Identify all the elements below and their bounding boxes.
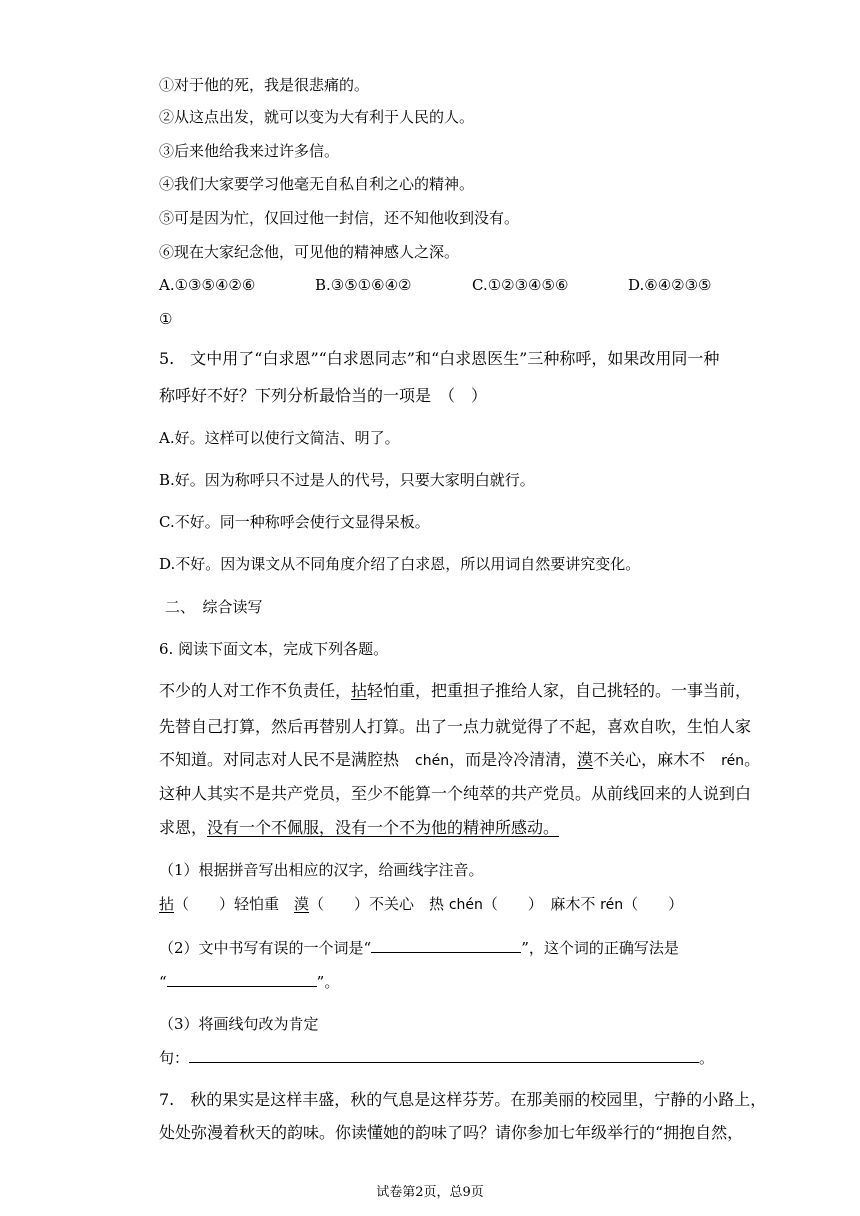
passage-line: [159, 680, 751, 702]
page-footer: 试卷第2页，总9页: [376, 1185, 484, 1200]
sub-question-2: [159, 936, 679, 958]
sub-text: 句：: [159, 1049, 190, 1067]
question-7-stem-cont: 处处弥漫着秋天的韵味。你读懂她的韵味了吗？请你参加七年级举行的“拥抱自然，: [159, 1123, 744, 1142]
fill-text: （ ）不关心 热: [309, 895, 449, 913]
option-d: D.不好。因为课文从不同角度介绍了白求恩，所以用词自然要讲究变化。: [159, 555, 641, 573]
question-6-stem: 6. 阅读下面文本，完成下列各题。: [159, 640, 389, 658]
sentence-item: ③后来他给我来过许多信。: [159, 142, 340, 160]
option-d-continued: ①: [159, 310, 173, 328]
underlined-char: 漠: [577, 750, 594, 769]
sentence-item: ①对于他的死，我是很悲痛的。: [159, 76, 370, 94]
underlined-char: 漠: [294, 895, 310, 913]
pinyin: chén: [448, 897, 483, 913]
answer-blank[interactable]: [167, 970, 317, 987]
passage-line: 这种人其实不是共产党员，至少不能算一个纯萃的共产党员。从前线回来的人说到白: [159, 784, 752, 803]
question-5-stem-cont: 称呼好不好？下列分析最恰当的一项是 （ ）: [159, 386, 488, 405]
option-b: B.好。因为称呼只不过是人的代号，只要大家明白就行。: [159, 471, 535, 489]
option-d: D.⑥④②③⑤: [628, 276, 712, 294]
option-a: A.①③⑤④②⑥: [159, 276, 256, 294]
sub-question-1: （1）根据拼音写出相应的汉字，给画线字注音。: [159, 861, 484, 879]
sentence-item: ⑤可是因为忙，仅回过他一封信，还不知他收到没有。: [159, 209, 520, 227]
sentence-item: ④我们大家要学习他毫无自私自利之心的精神。: [159, 175, 475, 193]
passage-text: ，而是冷冷清清，: [449, 750, 578, 769]
fill-text: （ ） 麻木不: [482, 895, 601, 913]
passage-line: 先替自己打算，然后再替别人打算。出了一点力就觉得了不起，喜欢自吹，生怕人家: [159, 717, 752, 736]
pinyin: chén: [415, 753, 450, 769]
answer-blank[interactable]: [371, 936, 521, 953]
question-5-stem: 5. 文中用了“白求恩”“白求恩同志”和“白求恩医生”三种称呼，如果改用同一种: [159, 349, 720, 368]
passage-line: [159, 749, 760, 772]
pinyin: rén: [721, 753, 745, 769]
sub-text: 。: [699, 1049, 715, 1067]
passage-text: 轻怕重，把重担子推给人家，自己挑轻的。一事当前，: [367, 681, 752, 700]
pinyin: rén: [600, 897, 624, 913]
option-c: C.不好。同一种称呼会使行文显得呆板。: [159, 513, 430, 531]
underlined-sentence: 没有一个不佩服，没有一个不为他的精神所感动。: [207, 818, 560, 837]
question-7-stem: 7. 秋的果实是这样丰盛，秋的气息是这样芬芳。在那美丽的校园里，宁静的小路上，: [159, 1090, 767, 1109]
passage-line: [159, 817, 559, 839]
sub-text: ”，这个词的正确写法是: [521, 939, 679, 957]
sentence-item: ⑥现在大家纪念他，可见他的精神感人之深。: [159, 243, 460, 261]
sentence-item: ②从这点出发，就可以变为大有利于人民的人。: [159, 108, 475, 126]
sub-text: “: [159, 973, 167, 991]
option-b: B.③⑤①⑥④②: [315, 276, 412, 294]
fill-text: （ ）: [623, 895, 684, 913]
underlined-char: 拈: [159, 895, 175, 913]
sub-text: ”。: [316, 973, 340, 991]
sub-question-3: （3）将画线句改为肯定: [159, 1015, 319, 1033]
sub-question-2-cont: [159, 970, 339, 992]
underlined-char: 拈: [351, 681, 368, 700]
passage-text: 不知道。对同志对人民不是满腔热: [159, 750, 416, 769]
option-c: C.①②③④⑤⑥: [472, 276, 569, 294]
answer-blank[interactable]: [189, 1046, 699, 1063]
section-heading: 二、 综合读写: [165, 598, 263, 616]
passage-text: 求恩，: [159, 818, 208, 837]
sub-question-3-answer: [159, 1046, 714, 1068]
passage-text: 。: [744, 750, 761, 769]
passage-text: 不少的人对工作不负责任，: [159, 681, 352, 700]
sub-text: （2）文中书写有误的一个词是“: [159, 939, 372, 957]
fill-text: （ ）轻怕重: [174, 895, 295, 913]
fill-in-line: [159, 894, 683, 915]
option-a: A.好。这样可以使行文简洁、明了。: [159, 429, 400, 447]
passage-text: 不关心，麻木不: [593, 750, 722, 769]
